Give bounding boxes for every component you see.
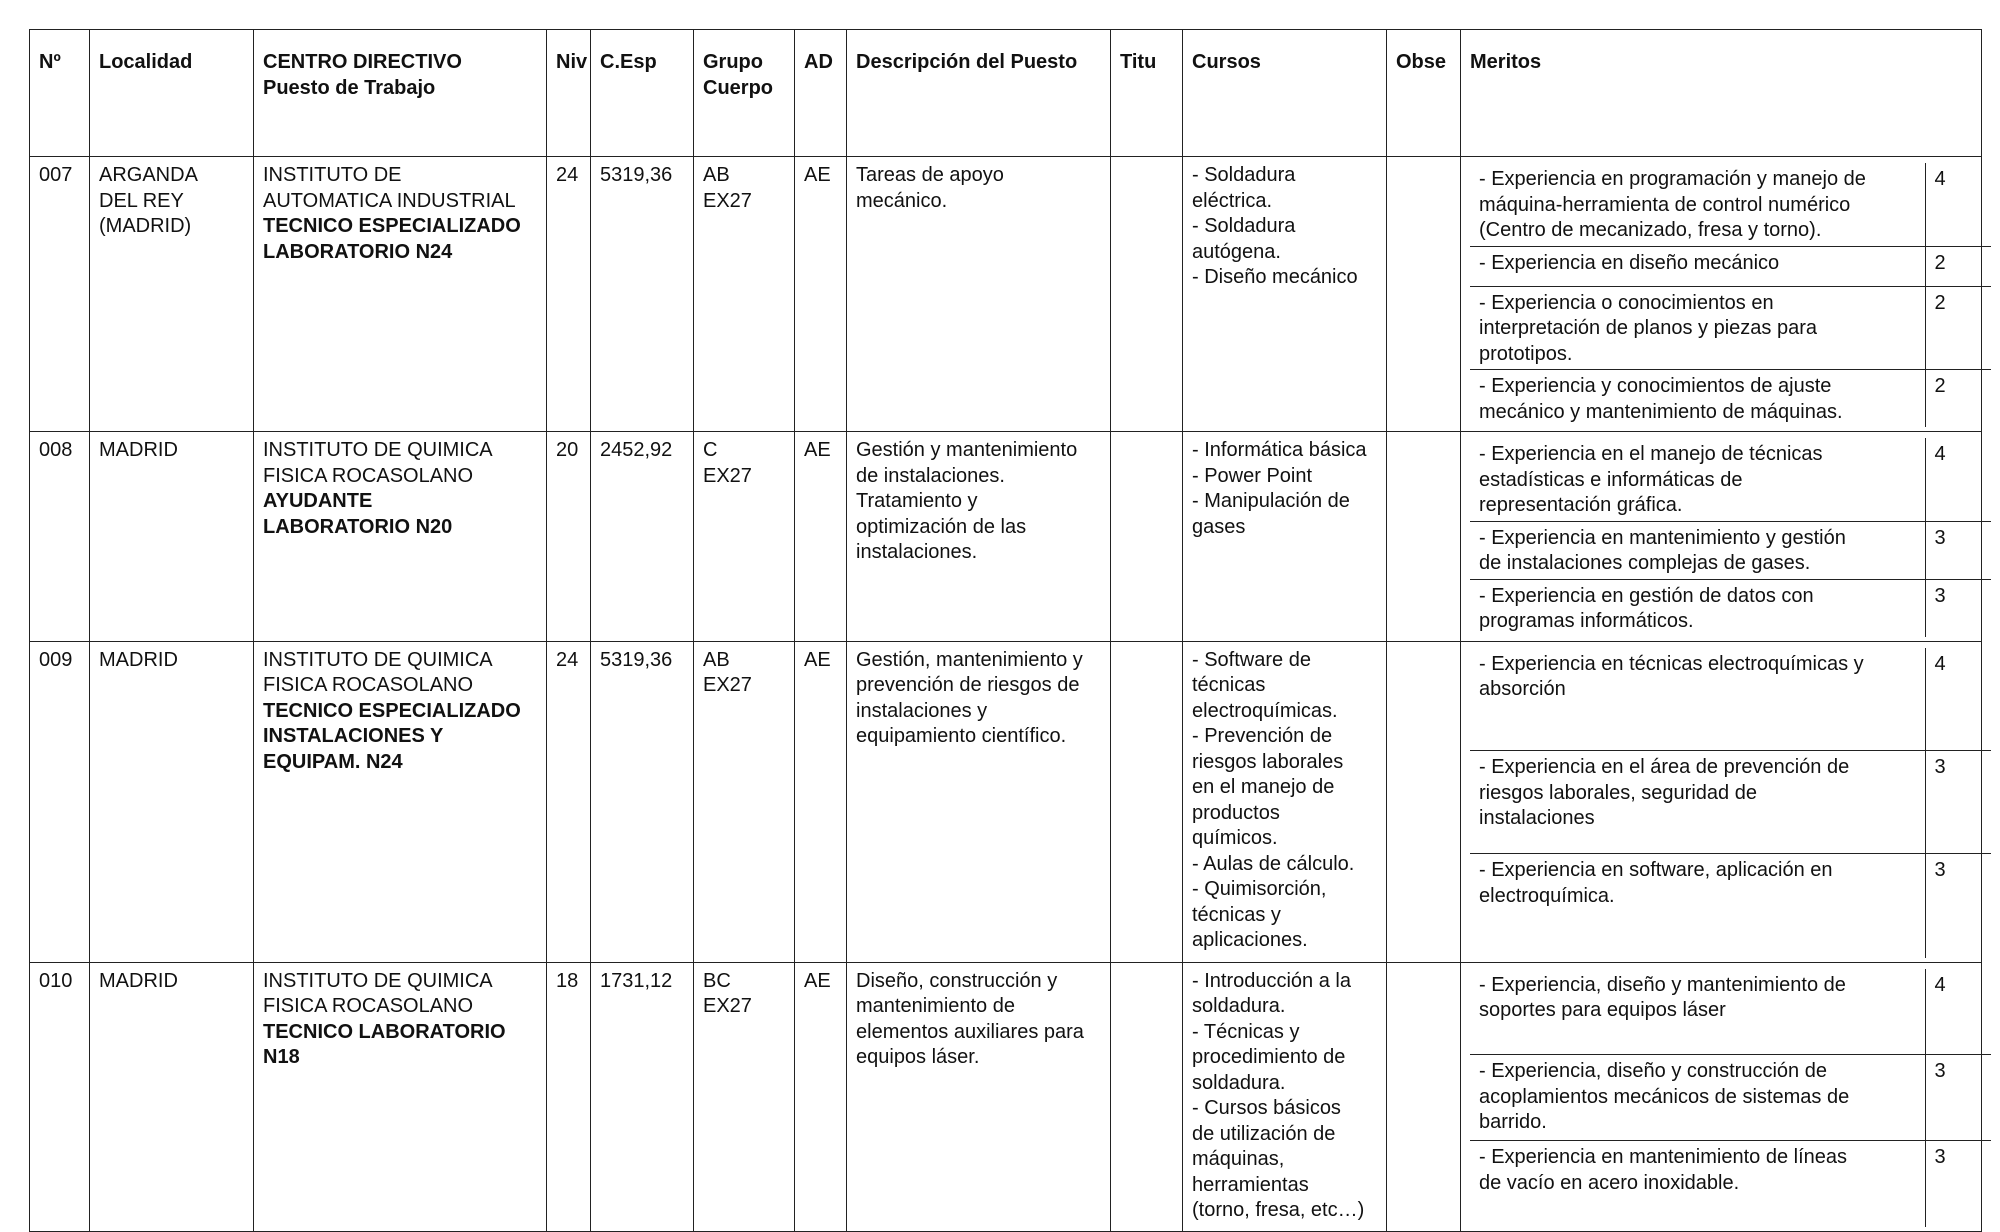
header-descripcion: Descripción del Puesto <box>847 30 1111 157</box>
merit-text: - Experiencia, diseño y mantenimiento de soportes para equipos láser <box>1470 969 1925 1055</box>
table-row <box>30 962 1982 1231</box>
cell-descripcion: Diseño, construcción y mantenimiento de elementos auxiliares para equipos láser. <box>847 962 1111 1231</box>
merit-row <box>1470 579 1991 637</box>
merit-score: 2 <box>1934 375 1946 397</box>
merit-text: - Experiencia en el área de prevención de riesgos laborales, seguridad de instalaciones <box>1470 751 1925 854</box>
centro-directivo-name: INSTITUTO DE QUIMICA FISICA ROCASOLANO <box>263 648 493 696</box>
cell-grupo-cuerpo: BC EX27 <box>694 962 795 1231</box>
header-centro-line1: CENTRO DIRECTIVO <box>263 51 462 73</box>
header-meritos: Meritos <box>1461 30 1982 157</box>
merit-text: - Experiencia en programación y manejo de máquina-herramienta de control numérico (Centro de mecanizado, fresa y torno). <box>1470 163 1925 246</box>
merit-row <box>1470 969 1991 1055</box>
cell-obse <box>1387 432 1461 642</box>
puesto-de-trabajo: TECNICO LABORATORIO N18 <box>263 1020 506 1068</box>
centro-directivo-name: INSTITUTO DE QUIMICA FISICA ROCASOLANO <box>263 969 493 1017</box>
cell-meritos <box>1461 641 1982 962</box>
cell-localidad: MADRID <box>90 432 254 642</box>
header-no: Nº <box>30 30 90 157</box>
merit-row <box>1470 370 1991 428</box>
centro-directivo-name: INSTITUTO DE AUTOMATICA INDUSTRIAL <box>263 164 516 212</box>
merit-row <box>1470 438 1991 521</box>
cell-descripcion: Gestión y mantenimiento de instalaciones. Tratamiento y optimización de las instalaciones. <box>847 432 1111 642</box>
merit-score: 4 <box>1925 969 1991 1055</box>
merit-text: - Experiencia o conocimientos en interpretación de planos y piezas para prototipos. <box>1470 286 1925 370</box>
merit-text: - Experiencia en software, aplicación en electroquímica. <box>1470 854 1925 958</box>
table-body <box>30 157 1982 1232</box>
meritos-subtable <box>1470 438 1991 637</box>
merit-text: - Experiencia en mantenimiento y gestión de instalaciones complejas de gases. <box>1470 521 1925 579</box>
cell-meritos <box>1461 157 1982 432</box>
header-centro-line2: Puesto de Trabajo <box>263 76 436 99</box>
merit-row <box>1470 648 1991 751</box>
merit-row <box>1470 521 1991 579</box>
cell-localidad: MADRID <box>90 962 254 1231</box>
merit-text: - Experiencia en diseño mecánico <box>1470 246 1925 286</box>
job-listing-table <box>29 29 1982 1232</box>
header-obse: Obse <box>1387 30 1461 157</box>
cell-meritos <box>1461 432 1982 642</box>
cell-centro-directivo <box>254 641 547 962</box>
cell-ad: AE <box>795 157 847 432</box>
cell-obse <box>1387 157 1461 432</box>
meritos-subtable <box>1470 163 1991 427</box>
header-cursos: Cursos <box>1183 30 1387 157</box>
cell-descripcion: Gestión, mantenimiento y prevención de riesgos de instalaciones y equipamiento científico. <box>847 641 1111 962</box>
merit-score: 4 <box>1925 438 1991 521</box>
cell-cesp: 5319,36 <box>591 157 694 432</box>
table-row <box>30 641 1982 962</box>
header-localidad: Localidad <box>90 30 254 157</box>
cell-grupo-cuerpo: AB EX27 <box>694 157 795 432</box>
merit-score: 3 <box>1925 751 1991 854</box>
cell-cesp: 2452,92 <box>591 432 694 642</box>
merit-row <box>1470 854 1991 958</box>
merit-text: - Experiencia en el manejo de técnicas estadísticas e informáticas de representación gráfica. <box>1470 438 1925 521</box>
cell-grupo-cuerpo: AB EX27 <box>694 641 795 962</box>
table-row <box>30 432 1982 642</box>
merit-row <box>1470 246 1991 286</box>
cell-titu <box>1111 641 1183 962</box>
cell-centro-directivo <box>254 157 547 432</box>
cell-no: 007 <box>30 157 90 432</box>
merit-score: 4 <box>1925 163 1991 246</box>
header-cesp: C.Esp <box>591 30 694 157</box>
merit-text: - Experiencia, diseño y construcción de acoplamientos mecánicos de sistemas de barrido. <box>1470 1055 1925 1141</box>
merit-row <box>1470 163 1991 246</box>
merit-score: 3 <box>1934 1146 1946 1168</box>
merit-score: 4 <box>1925 648 1991 751</box>
meritos-subtable <box>1470 969 1991 1227</box>
cell-no: 010 <box>30 962 90 1231</box>
merit-text: - Experiencia en técnicas electroquímicas y absorción <box>1470 648 1925 751</box>
merit-score: 3 <box>1925 521 1991 579</box>
header-ad: AD <box>795 30 847 157</box>
cell-cesp: 1731,12 <box>591 962 694 1231</box>
puesto-de-trabajo: AYUDANTE LABORATORIO N20 <box>263 490 453 538</box>
cell-no: 008 <box>30 432 90 642</box>
cell-obse <box>1387 641 1461 962</box>
merit-text: - Experiencia y conocimientos de ajuste mecánico y mantenimiento de máquinas. <box>1470 370 1925 428</box>
merit-row <box>1470 286 1991 370</box>
cell-centro-directivo <box>254 432 547 642</box>
meritos-subtable <box>1470 648 1991 958</box>
cell-cursos: - Software de técnicas electroquímicas. - Prevención de riesgos laborales en el manejo de productos químicos. - Aulas de cálculo. - Quimisorción, técnicas y aplicaciones. <box>1183 641 1387 962</box>
header-row <box>30 30 1982 157</box>
table-row <box>30 157 1982 432</box>
cell-obse <box>1387 962 1461 1231</box>
cell-niv: 24 <box>547 641 591 962</box>
cell-titu <box>1111 962 1183 1231</box>
cell-ad: AE <box>795 432 847 642</box>
cell-niv: 18 <box>547 962 591 1231</box>
cell-descripcion: Tareas de apoyo mecánico. <box>847 157 1111 432</box>
cell-ad: AE <box>795 641 847 962</box>
merit-text: - Experiencia en gestión de datos con programas informáticos. <box>1470 579 1925 637</box>
cell-cursos: - Introducción a la soldadura. - Técnicas y procedimiento de soldadura. - Cursos básicos de utilización de máquinas, herramientas (torno, fresa, etc…) <box>1183 962 1387 1231</box>
puesto-de-trabajo: TECNICO ESPECIALIZADO INSTALACIONES Y EQUIPAM. N24 <box>263 699 521 773</box>
header-grupo-line2: Cuerpo <box>703 76 773 99</box>
cell-localidad: MADRID <box>90 641 254 962</box>
merit-score: 2 <box>1925 246 1991 286</box>
cell-titu <box>1111 157 1183 432</box>
cell-titu <box>1111 432 1183 642</box>
cell-localidad: ARGANDA DEL REY (MADRID) <box>90 157 254 432</box>
cell-no: 009 <box>30 641 90 962</box>
header-grupo-line1: Grupo <box>703 51 763 73</box>
document-page <box>29 29 1981 1221</box>
cell-cesp: 5319,36 <box>591 641 694 962</box>
centro-directivo-name: INSTITUTO DE QUIMICA FISICA ROCASOLANO <box>263 439 493 487</box>
header-titu: Titu <box>1111 30 1183 157</box>
header-niv: Niv <box>547 30 591 157</box>
merit-row <box>1470 751 1991 854</box>
merit-score: 3 <box>1934 859 1946 881</box>
merit-row <box>1470 1141 1991 1227</box>
cell-niv: 20 <box>547 432 591 642</box>
cell-meritos <box>1461 962 1982 1231</box>
cell-niv: 24 <box>547 157 591 432</box>
cell-grupo-cuerpo: C EX27 <box>694 432 795 642</box>
header-centro-directivo <box>254 30 547 157</box>
cell-ad: AE <box>795 962 847 1231</box>
merit-row <box>1470 1055 1991 1141</box>
cell-centro-directivo <box>254 962 547 1231</box>
merit-score: 3 <box>1925 1055 1991 1141</box>
cell-cursos: - Informática básica - Power Point - Manipulación de gases <box>1183 432 1387 642</box>
merit-text: - Experiencia en mantenimiento de líneas de vacío en acero inoxidable. <box>1470 1141 1925 1227</box>
cell-cursos: - Soldadura eléctrica. - Soldadura autógena. - Diseño mecánico <box>1183 157 1387 432</box>
merit-score: 2 <box>1925 286 1991 370</box>
puesto-de-trabajo: TECNICO ESPECIALIZADO LABORATORIO N24 <box>263 215 521 263</box>
merit-score: 3 <box>1934 584 1946 607</box>
header-grupo-cuerpo <box>694 30 795 157</box>
